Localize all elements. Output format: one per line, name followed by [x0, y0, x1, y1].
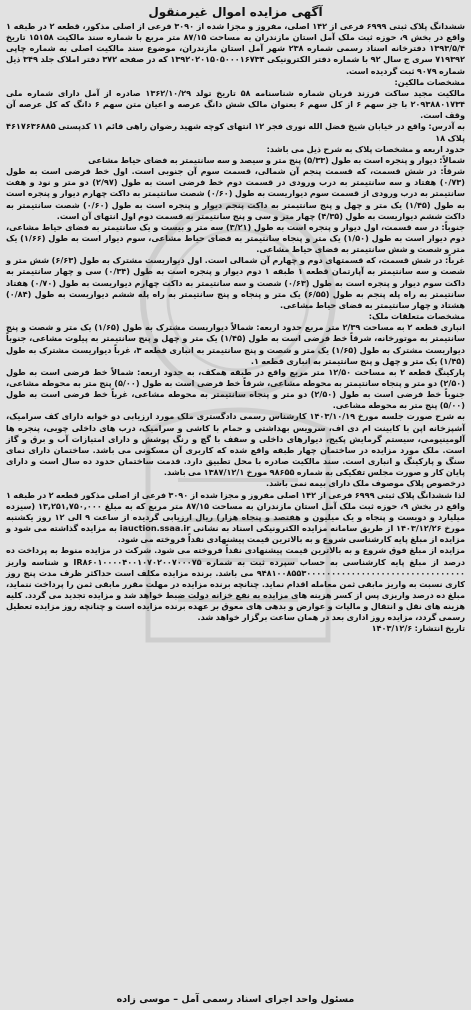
owner-paragraph: مالکیت مجید ساکت فرزند قربان شماره شناسنامه ۵۸ تاریخ تولد ۱۳۶۲/۱۰/۲۹ صادره از آمل دارای شماره ملی ۲۰۹۳۸۸۰۱۷۳۴ با جز سهم ۶ از کل سهم ۶ بعنوان مالک شش دانگ عرصه و اعیان متن سهم ۶ دانگ که کل عرصه آن وقف است. [6, 87, 466, 121]
auction-paragraph: لذا ششدانگ پلاک ثبتی ۶۹۹۹ فرعی از ۱۴۲ اصلی مفروز و مجزا شده از ۳۰۹۰ فرعی از اصلی مذکور قطعه ۲ در طبقه ۱ واقع در بخش ۹، حوزه ثبت ملک آمل استان مازندران به مساحت ۸۷/۱۵ متر مربع که به مبلغ ۱۳,۲۵۱,۷۵۰,۰۰۰ (سیزده میلیارد و دویست و پنجاه و یک میلیون و هفتصد و پنجاه هزار) ریال ارزیابی گردیده از ساعت ۹ الی ۱۲ روز یکشنبه مورخ ۱۴۰۳/۱۲/۲۶ از طریق سامانه مزایده الکترونیکی اسناد به نشانی iauction.ssaa.ir به مزایده گذاشته می شود و مزایده از مبلغ پایه کارشناسی شروع و به بالاترین قیمت پیشنهادی نقداً فروخته می شود. [6, 489, 466, 545]
address-paragraph: به آدرس: واقع در خیابان شیخ فضل الله نوری فجر ۱۲ انتهای کوچه شهید رضوان راهی قائم ۱۱ کدپستی ۴۶۱۷۶۳۶۸۸۵ پلاک ۱۸ [6, 121, 466, 143]
expert-paragraph: به شرح صورت جلسه مورخ ۱۴۰۳/۱۰/۱۹ کارشناس رسمی دادگستری ملک مورد ارزیابی دو خوابه دارای کف سرامیک، آشپزخانه اپن با کابینت ام دی اف، سرویس بهداشتی و حمام با کاشی و سرامیک، درب های داخلی چوبی، پنجره ها آلومینیومی، سیستم گرمایش پکیج، دیوارهای داخلی و سقف با گچ و رنگ پوشش و دارای امتیازات آب و برق و گاز است. ملک مورد مزایده در ساختمان چهار طبقه واقع شده که کاربری آن مسکونی می باشد. ساختمان دارای نمای سنگ و پارکینگ و انباری است. سند مالکیت صادره با محل تطبیق دارد. قدمت ساختمان حدود ده سال است و دارای پایان کار و صورت مجلس تفکیکی به شماره ۹۸۶۵۵ مورخ ۱۳۸۷/۱۲/۱ می باشد. [6, 411, 465, 478]
bounds-heading: حدود اربعه و مشخصات پلاک به شرح ذیل می باشد: [266, 143, 465, 154]
south-boundary: جنوباً: در سه قسمت، اول دیوار و پنجره است به طول (۳/۲۱) سه متر و بیست و یک سانتیمتر به فضای حیاط مشاعی، دوم دیوار است به طول (۱/۵۰) یک متر و پنجاه سانتیمتر به فضای حیاط مشاعی، سوم دیوار است به طول (۱/۶۶) یک متر و شصت و شش سانتیمتر به فضای حیاط مشاعی. [6, 221, 465, 255]
specs-heading: مشخصات متعلقات ملک: [368, 311, 465, 322]
north-boundary: شمالاً: دیوار و پنجره است به طول (۵/۳۳) پنج متر و سیصد و سه سانتیمتر به فضای حیاط مشاعی [88, 154, 465, 165]
owner-heading: مشخصات مالکین: [394, 76, 465, 87]
publish-date: تاریخ انتشار: ۱۴۰۳/۱۲/۶ [371, 623, 465, 634]
notice-body [6, 21, 465, 635]
notice-title: آگهی مزایده اموال غیرمنقول [148, 5, 323, 19]
storage-paragraph: انباری قطعه ۲ به مساحت ۲/۳۹ متر مربع حدود اربعه: شمالاً دیواریست مشترک به طول (۱/۶۵) یک متر و شصت و پنج سانتیمتر به موتورخانه، شرقاً خط فرضی است به طول (۱/۴۵) یک متر و چهل و پنج سانتیمتر به پیلوت مشاعی، جنوباً دیواریست مشترک به طول (۱/۶۵) یک متر و شصت و پنج سانتیمتر به انباری قطعه ۳، غرباً دیواریست مشترک به طول (۱/۴۵) یک متر و چهل و پنج سانتیمتر به انباری قطعه ۱. [6, 322, 465, 366]
occupancy-paragraph: درخصوص پلاک موصوف ملک دارای بیمه نمی باشد. [266, 478, 465, 489]
parking-paragraph: پارکینگ قطعه ۲ به مساحت ۱۲/۵۰ متر مربع واقع در طبقه همکف، به حدود اربعه: شمالاً خط فرضی است به طول (۲/۵۰) دو متر و پنجاه سانتیمتر به محوطه مشاعی، شرقاً خط فرضی است به طول (۵/۰۰) پنج متر به محوطه مشاعی، جنوباً خط فرضی است به طول (۲/۵۰) دو متر و پنجاه سانتیمتر به محوطه مشاعی، غرباً خط فرضی است به طول (۵/۰۰) پنج متر به محوطه مشاعی. [6, 366, 465, 411]
intro-paragraph: ششدانگ پلاک ثبتی ۶۹۹۹ فرعی از ۱۴۲ اصلی، مفروز و مجزا شده از ۳۰۹۰ فرعی از اصلی مذکور، قطعه ۲ در طبقه ۱ واقع در بخش ۹، حوزه ثبت ملک آمل استان مازندران به مساحت ۸۷/۱۵ متر مربع با شماره سند مالکیت ۱۵۱۵۸ تاریخ ۱۳۹۳/۵/۴ دفترخانه اسناد رسمی شماره ۲۳۸ شهر آمل استان مازندران، موضوع سند مالکیت اصلی به شماره چاپی ۷۱۹۳۹۲ سری ج سال ۹۲ با شماره دفتر الکترونیکی ۱۳۹۲۰۲۰۱۵۰۵۰۰۰۱۶۷۳۴ که در صفحه ۳۷۲ دفتر املاک جلد ۳۴۹ ذیل شماره ۹۰۷۹ ثبت گردیده است. [6, 21, 466, 76]
notice-signature: مسئول واحد اجرای اسناد رسمی آمل – موسی زاده [116, 994, 355, 1005]
east-boundary: شرقاً: در شش قسمت، که قسمت پنجم آن شمالی، قسمت سوم آن جنوبی است. اول خط فرضی است به طول (۰/۷۳) هفتاد و سه سانتیمتر به درب ورودی در قسمت دوم خط فرضی است به طول (۲/۹۷) دو متر و نود و هفت سانتیمتر به درب ورودی از قسمت سوم دیواریست به طول (۰/۶۰) شصت سانتیمتر به داکت چهارم دیوار و پنجره است به طول (۱/۴۵) یک متر و چهل و پنج سانتیمتر به داکت پنجم دیوار و پنجره است به طول (۰/۶۰) شصت سانتیمتر به داکت ششم دیواریست به طول (۴/۳۵) چهار متر و سی و پنج سانتیمتر به قسمت دوم اول انتهای آن است. [6, 166, 465, 221]
terms-paragraph: مزایده از مبلغ فوق شروع و به بالاترین قیمت پیشنهادی نقداً فروخته می شود. شرکت در مزایده منوط به پرداخت ده درصد از مبلغ پایه کارشناسی به حساب سپرده ثبت به شماره IR۸۶۰۱۰۰۰۰۴۰۰۱۰۷۰۲۰۰۷۰۰۰۷۵ و شناسه واریز ۹۴۸۱۰۰۸۵۵۳۰۰۰۰۰۰۰۰۰۰۰۰۰۰۰۰۰۰۰۰۰۰۰۰۰۰۰۰۰۰۰۰ می باشد. برنده مزایده مکلف است حداکثر ظرف مدت پنج روز کاری نسبت به واریز مابقی ثمن معامله اقدام نماید. چنانچه برنده مزایده در مهلت مقرر مابقی ثمن را پرداخت ننماید، مبلغ ده درصد واریزی پس از کسر هزینه های مزایده به نفع خزانه دولت ضبط خواهد شد و مزایده تجدید می گردد. کلیه هزینه های نقل و انتقال و مالیات و عوارض و بدهی های معوق بر عهده برنده مزایده است و چنانچه روز مزایده تعطیل رسمی گردد، مزایده روز اداری بعد در همان ساعت برگزار خواهد شد. [6, 545, 465, 623]
west-boundary: غرباً: در شش قسمت، که قسمتهای دوم و چهارم آن شمالی است. اول دیواریست مشترک به طول (۶/۶۳) شش متر و شصت و سه سانتیمتر به آپارتمان قطعه ۱ طبقه ۱ دوم دیوار و پنجره است به طول (۰/۳۴) سی و چهار سانتیمتر به داکت سوم دیوار و پنجره است به طول (۰/۶۳) شصت و سه سانتیمتر به داکت چهارم دیواریست به طول (۰/۷۰) هفتاد سانتیمتر به راه پله پنجم به طول (۶/۵۵) یک متر و پنجاه و پنج سانتیمتر به راه پله ششم دیواریست به طول (۰/۸۴) هشتاد و چهار سانتیمتر به فضای حیاط مشاعی. [6, 255, 465, 310]
